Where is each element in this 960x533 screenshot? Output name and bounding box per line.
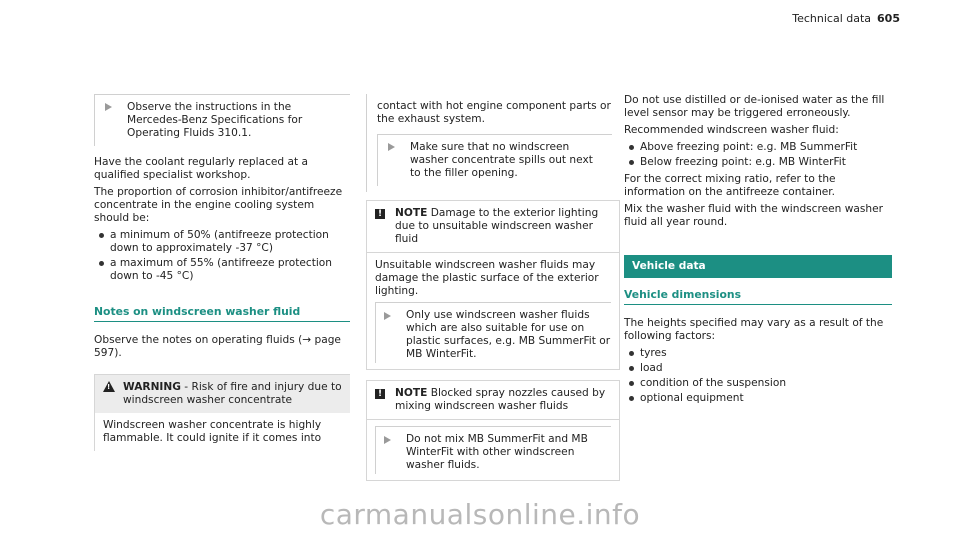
list-item: a maximum of 55% (antifreeze protection down to -45 °C) — [94, 257, 350, 283]
note-box-nozzles — [366, 380, 620, 481]
bullet-icon — [99, 261, 104, 266]
header-section: Technical data — [792, 12, 872, 25]
paragraph: For the correct mixing ratio, refer to the information on the antifreeze container. — [624, 173, 836, 198]
bullet-icon — [629, 381, 634, 386]
instruction-block — [375, 426, 611, 474]
warning-triangle-icon: ! — [103, 381, 115, 396]
arrow-right-icon — [384, 436, 391, 444]
list-item: condition of the suspension — [624, 377, 892, 390]
bullet-icon — [629, 351, 634, 356]
watermark: carmanualsonline.info — [319, 498, 641, 531]
note-body-text: Unsuitable windscreen washer fluids may damage the plastic surface of the exterior lighting. — [375, 259, 599, 297]
column-2 — [366, 94, 620, 491]
instruction-text: Observe the instructions in the Mercedes-Benz Specifications for Operating Fluids 310.1. — [127, 101, 303, 139]
paragraph: The proportion of corrosion inhibitor/antifreeze concentrate in the engine cooling system should be: — [94, 186, 343, 224]
paragraph: The heights specified may vary as a result of the following factors: — [624, 317, 884, 342]
instruction-text: Do not mix MB SummerFit and MB WinterFit with other windscreen washer fluids. — [406, 433, 588, 471]
section-bar: Vehicle data — [624, 255, 892, 278]
bullet-list — [94, 229, 350, 283]
list-item: Below freezing point: e.g. MB WinterFit — [624, 156, 892, 169]
instruction-block — [375, 302, 611, 363]
bullet-list — [624, 141, 892, 169]
bullet-icon — [99, 233, 104, 238]
list-item: tyres — [624, 347, 892, 360]
bullet-list — [624, 347, 892, 405]
instruction-block — [377, 134, 612, 186]
note-icon: ! — [375, 207, 385, 220]
instruction-text: Make sure that no windscreen washer concentrate spills out next to the filler opening. — [410, 141, 593, 179]
note-title: Damage to the exterior lighting due to unsuitable windscreen washer fluid — [395, 207, 599, 245]
paragraph: Do not use distilled or de-ionised water as the fill level sensor may be triggered erroneously. — [624, 94, 885, 119]
arrow-right-icon — [388, 143, 395, 151]
arrow-right-icon — [105, 103, 112, 111]
list-item: Above freezing point: e.g. MB SummerFit — [624, 141, 892, 154]
note-title: Blocked spray nozzles caused by mixing windscreen washer fluids — [395, 387, 606, 412]
section-title: Vehicle dimensions — [624, 288, 892, 305]
paragraph: Recommended windscreen washer fluid: — [624, 124, 839, 136]
list-item: optional equipment — [624, 392, 892, 405]
note-header — [367, 201, 619, 252]
list-item: a minimum of 50% (antifreeze protection down to approximately -37 °C) — [94, 229, 350, 255]
paragraph: Mix the washer fluid with the windscreen washer fluid all year round. — [624, 203, 884, 228]
page-header — [792, 12, 900, 25]
note-label: NOTE — [395, 207, 428, 219]
paragraph: Observe the notes on operating fluids (→ page 597). — [94, 334, 341, 359]
continuation-text: contact with hot engine component parts or the exhaust system. — [377, 100, 611, 125]
warning-title: - Risk of fire and injury due to windscreen washer concentrate — [123, 381, 342, 406]
column-1 — [94, 94, 350, 461]
section-title: Notes on windscreen washer fluid — [94, 305, 350, 322]
warning-box — [94, 374, 350, 451]
bullet-icon — [629, 396, 634, 401]
paragraph: Have the coolant regularly replaced at a qualified specialist workshop. — [94, 156, 309, 181]
warning-label: WARNING — [123, 381, 181, 393]
list-item: load — [624, 362, 892, 375]
instruction-text: Only use windscreen washer fluids which are also suitable for use on plastic surfaces, e.g. MB SummerFit or MB WinterFit. — [406, 309, 611, 360]
warning-header — [95, 375, 350, 413]
note-body — [367, 252, 619, 369]
note-body — [367, 419, 619, 480]
note-box-lighting — [366, 200, 620, 370]
column-3 — [624, 94, 892, 409]
warning-body: Windscreen washer concentrate is highly flammable. It could ignite if it comes into — [103, 419, 322, 444]
page-number: 605 — [877, 12, 900, 25]
warning-continuation-block — [366, 94, 620, 192]
note-label: NOTE — [395, 387, 428, 399]
arrow-right-icon — [384, 312, 391, 320]
bullet-icon — [629, 160, 634, 165]
bullet-icon — [629, 366, 634, 371]
note-icon: ! — [375, 387, 385, 400]
note-header — [367, 381, 619, 419]
bullet-icon — [629, 145, 634, 150]
instruction-block — [94, 94, 350, 146]
